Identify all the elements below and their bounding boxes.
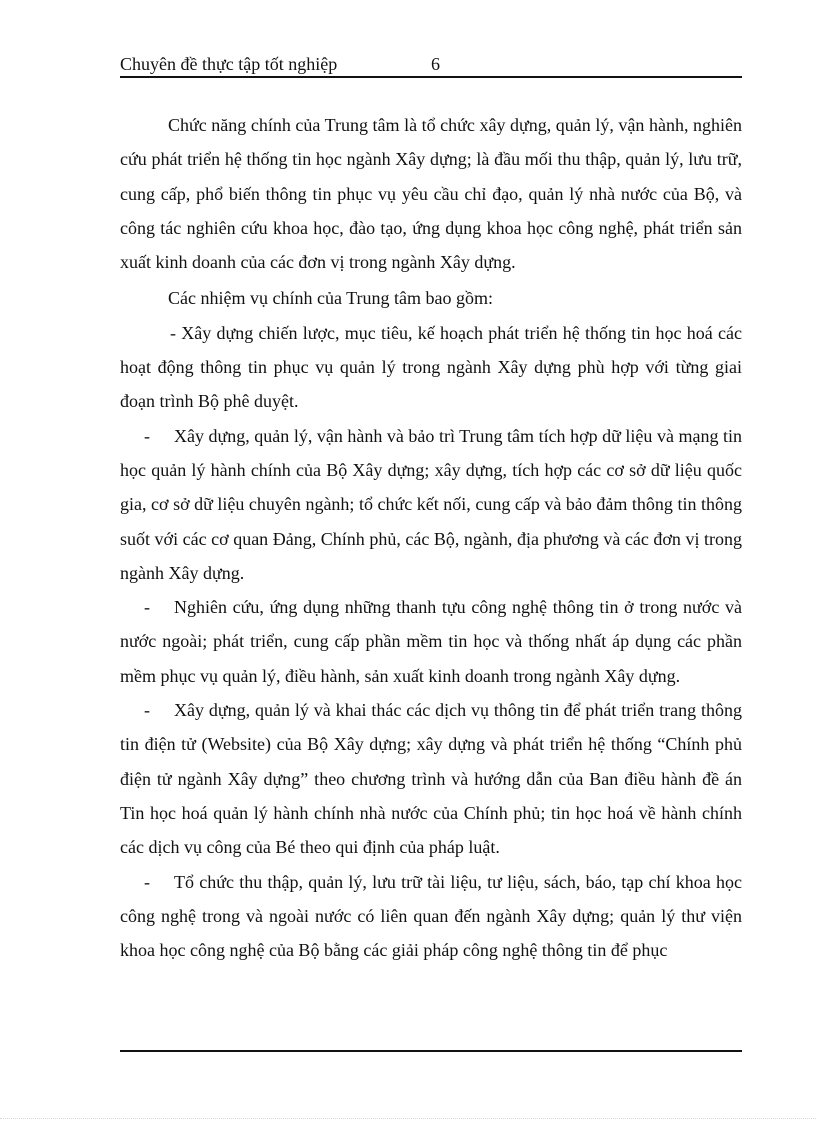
footer-rule [120, 1050, 742, 1052]
task-item-text: Tổ chức thu thập, quản lý, lưu trữ tài liệu, tư liệu, sách, báo, tạp chí khoa học công nghệ trong và ngoài nước có liên quan đến ngành Xây dựng; quản lý thư viện khoa học công nghệ của Bộ bằng các giải pháp công nghệ thông tin để phục [120, 871, 742, 961]
task-item-text: Nghiên cứu, ứng dụng những thanh tựu công nghệ thông tin ở trong nước và nước ngoài; phát triển, cung cấp phần mềm tin học và thống nhất áp dụng các phần mềm phục vụ quản lý, điều hành, sản xuất kinh doanh trong ngành Xây dựng. [120, 597, 742, 686]
page-number: 6 [431, 54, 440, 74]
document-body [120, 108, 742, 967]
task-item [120, 316, 742, 419]
page-edge [0, 1118, 816, 1119]
task-item [120, 590, 742, 693]
header-rule [120, 76, 742, 78]
header-title: Chuyên đề thực tập tốt nghiệp [120, 54, 338, 74]
task-item [120, 865, 742, 968]
task-item-dash: - [144, 597, 150, 618]
task-item [120, 693, 742, 864]
task-item-dash: - [144, 700, 150, 721]
task-item-dash: - [170, 322, 176, 343]
page-header [120, 52, 742, 76]
task-item-text: Xây dựng, quản lý, vận hành và bảo trì Trung tâm tích hợp dữ liệu và mạng tin học quản lý hành chính của Bộ Xây dựng; xây dựng, tích hợp các cơ sở dữ liệu quốc gia, cơ sở dữ liệu chuyên ngành; tổ chức kết nối, cung cấp và bảo đảm thông tin thông suốt với các cơ quan Đảng, Chính phủ, các Bộ, ngành, địa phương và các đơn vị trong ngành Xây dựng. [120, 425, 742, 583]
task-item-dash: - [144, 425, 150, 446]
task-item-text: Xây dựng, quản lý và khai thác các dịch vụ thông tin để phát triển trang thông tin điện tử (Website) của Bộ Xây dựng; xây dựng và phát triển hệ thống “Chính phủ điện tử ngành Xây dựng” theo chương trình và hướng dẫn của Ban điều hành đề án Tin học hoá quản lý hành chính nhà nước của Chính phủ; tin học hoá về hành chính các dịch vụ công của Bé theo qui định của pháp luật. [120, 700, 742, 858]
paragraph-functions: Chức năng chính của Trung tâm là tổ chức xây dựng, quản lý, vận hành, nghiên cứu phát triển hệ thống tin học ngành Xây dựng; là đầu mối thu thập, quản lý, lưu trữ, cung cấp, phổ biến thông tin phục vụ yêu cầu chỉ đạo, quản lý nhà nước của Bộ, và công tác nghiên cứu khoa học, đào tạo, ứng dụng khoa học công nghệ, phát triển sản xuất kinh doanh của các đơn vị trong ngành Xây dựng. [120, 115, 742, 273]
task-item-text: Xây dựng chiến lược, mục tiêu, kế hoạch phát triển hệ thống tin học hoá các hoạt động thông tin phục vụ quản lý trong ngành Xây dựng phù hợp với từng giai đoạn trình Bộ phê duyệt. [120, 322, 742, 412]
task-item-dash: - [144, 871, 150, 892]
paragraph-tasks-intro: Các nhiệm vụ chính của Trung tâm bao gồm: [168, 288, 493, 309]
task-item [120, 419, 742, 590]
